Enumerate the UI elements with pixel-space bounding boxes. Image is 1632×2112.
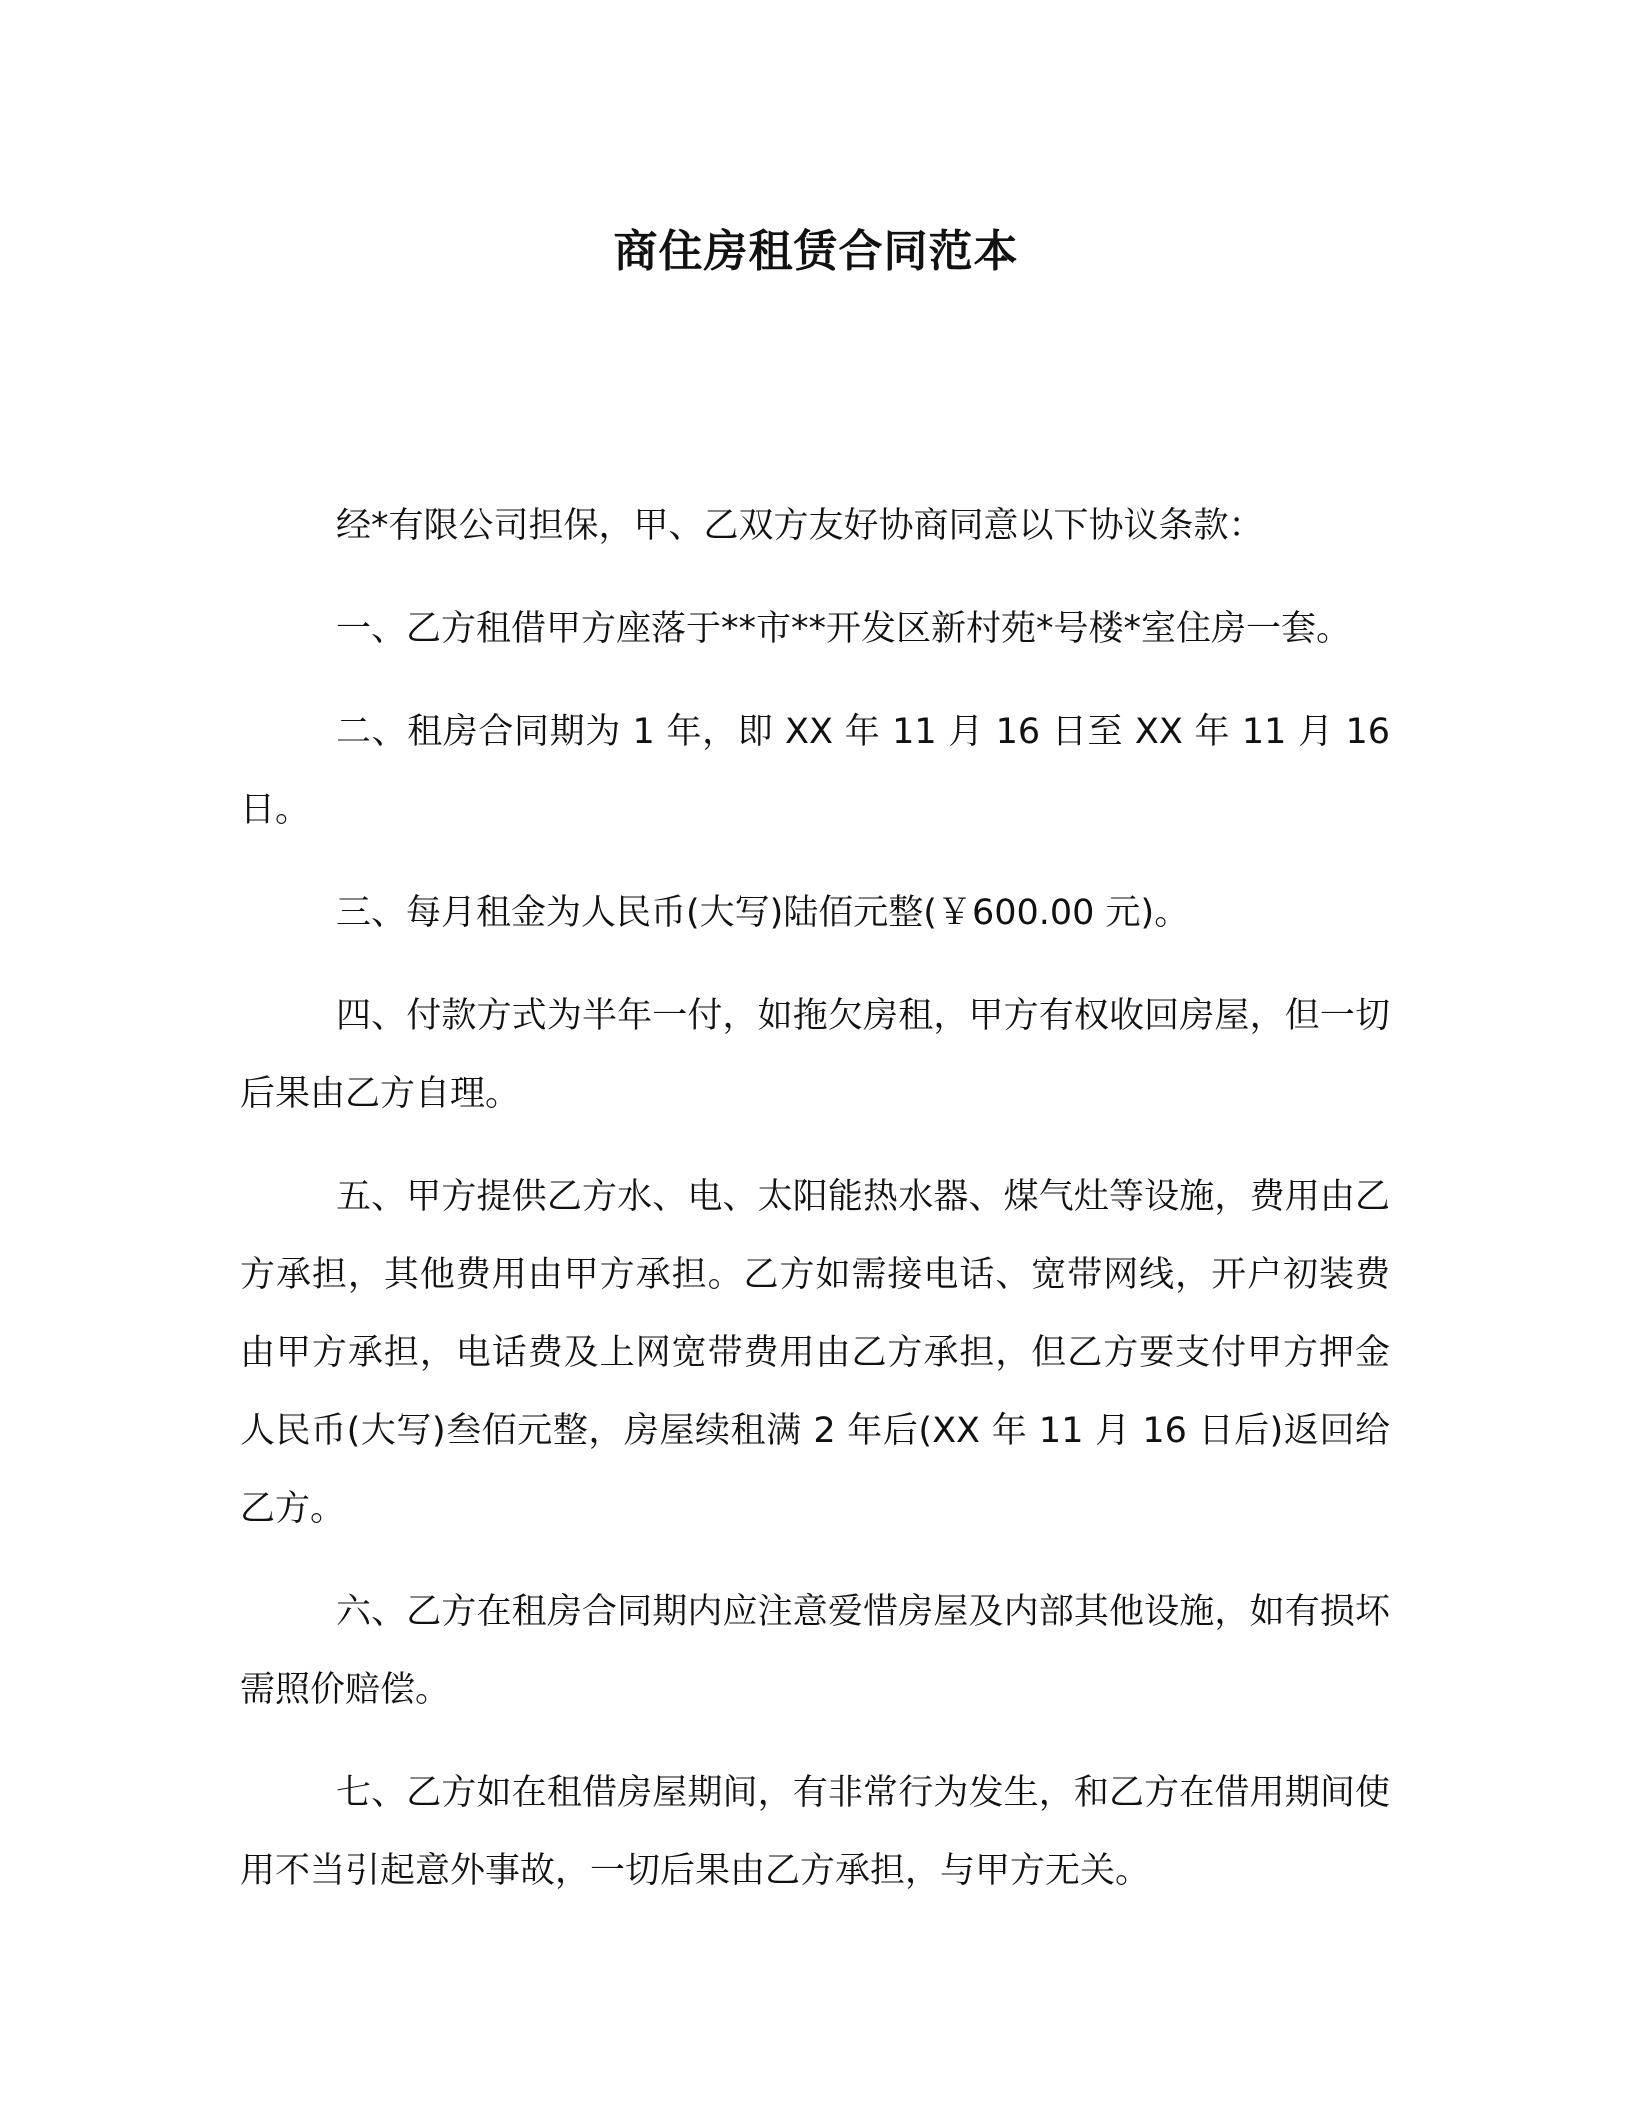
document-title: 商住房租赁合同范本	[613, 226, 1019, 277]
paragraph-clause-5: 五、甲方提供乙方水、电、太阳能热水器、煤气灶等设施，费用由乙方承担，其他费用由甲方承担。乙方如需接电话、宽带网线，开户初装费由甲方承担，电话费及上网宽带费用由乙方承担，但乙方要支付甲方押金人民币(大写)叁佰元整，房屋续租满 2 年后(XX 年 11 月 16 日后)返回给乙方。	[240, 1177, 1390, 1529]
paragraph-clause-7: 七、乙方如在租借房屋期间，有非常行为发生，和乙方在借用期间使用不当引起意外事故，一切后果由乙方承担，与甲方无关。	[240, 1773, 1390, 1891]
document-body	[240, 487, 1390, 1935]
paragraph-clause-2: 二、租房合同期为 1 年，即 XX 年 11 月 16 日至 XX 年 11 月 16 日。	[240, 712, 1390, 830]
paragraph-clause-1: 一、乙方租借甲方座落于**市**开发区新村苑*号楼*室住房一套。	[336, 609, 1352, 649]
paragraph-clause-6: 六、乙方在租房合同期内应注意爱惜房屋及内部其他设施，如有损坏需照价赔偿。	[240, 1592, 1390, 1710]
paragraph-preamble: 经*有限公司担保，甲、乙双方友好协商同意以下协议条款：	[336, 506, 1264, 546]
paragraph-clause-3: 三、每月租金为人民币(大写)陆佰元整(￥600.00 元)。	[336, 893, 1190, 933]
paragraph-clause-4: 四、付款方式为半年一付，如拖欠房租，甲方有权收回房屋，但一切后果由乙方自理。	[240, 996, 1390, 1114]
